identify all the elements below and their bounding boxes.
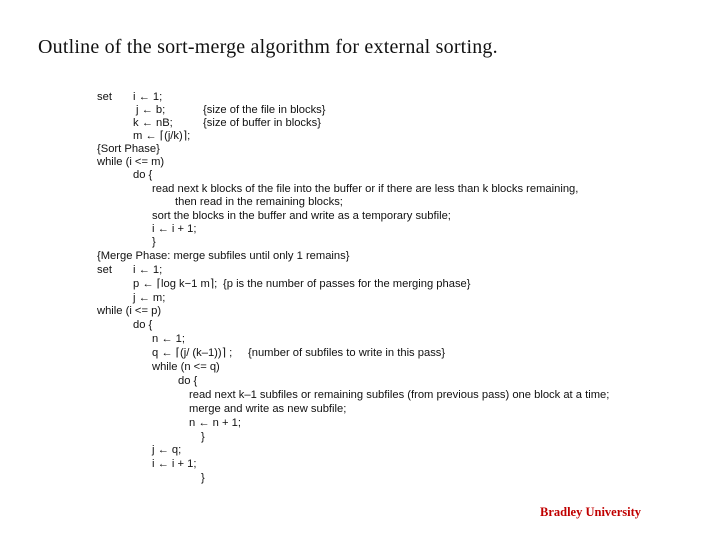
code-inner-increment: n ← n + 1; xyxy=(189,417,241,429)
page-title: Outline of the sort-merge algorithm for external sorting. xyxy=(38,36,498,58)
code-merge-init-i: i ← 1; xyxy=(133,264,163,276)
code-merge-phase-label: {Merge Phase: merge subfiles until only 1 remains} xyxy=(97,250,350,262)
code-inner-close: } xyxy=(201,431,205,443)
code-sort-body-line: read next k blocks of the file into the buffer or if there are less than k blocks remaining, xyxy=(152,183,579,195)
code-line-init-m: m ← ⌈(j/k)⌉; xyxy=(133,130,191,142)
code-merge-close: } xyxy=(201,472,205,484)
code-merge-n-init: n ← 1; xyxy=(152,333,185,345)
code-set-keyword: set xyxy=(97,91,112,103)
code-inner-while: while (n <= q) xyxy=(152,361,220,373)
code-sort-do: do { xyxy=(133,169,153,181)
code-merge-init-p: p ← ⌈log k−1 m⌉; xyxy=(133,278,218,290)
code-merge-j-assign: j ← q; xyxy=(152,444,182,456)
code-merge-init-j: j ← m; xyxy=(133,292,166,304)
code-line-init-k: k ← nB; xyxy=(133,117,173,129)
code-sort-body-line: then read in the remaining blocks; xyxy=(175,196,343,208)
code-comment-buffer-size: {size of buffer in blocks} xyxy=(203,117,321,129)
code-merge-while: while (i <= p) xyxy=(97,305,162,317)
code-merge-do: do { xyxy=(133,319,153,331)
code-inner-read: read next k–1 subfiles or remaining subfiles (from previous pass) one block at a time; xyxy=(189,389,610,401)
code-merge-i-increment: i ← i + 1; xyxy=(152,458,197,470)
code-sort-close: } xyxy=(152,236,156,248)
code-sort-while: while (i <= m) xyxy=(97,156,165,168)
code-merge-q-assign: q ← ⌈(j/ (k–1))⌉ ; xyxy=(152,347,233,359)
code-comment-passes: {p is the number of passes for the merging phase} xyxy=(223,278,471,290)
code-merge-set-keyword: set xyxy=(97,264,112,276)
code-inner-merge: merge and write as new subfile; xyxy=(189,403,347,415)
code-line-init-i: i ← 1; xyxy=(133,91,163,103)
code-comment-subfiles: {number of subfiles to write in this pass} xyxy=(248,347,446,359)
code-sort-body-line: sort the blocks in the buffer and write as a temporary subfile; xyxy=(152,210,451,222)
code-sort-body-line: i ← i + 1; xyxy=(152,223,197,235)
footer-university-label: Bradley University xyxy=(540,505,642,519)
code-sort-phase-label: {Sort Phase} xyxy=(97,143,160,155)
code-comment-file-size: {size of the file in blocks} xyxy=(203,104,326,116)
code-inner-do: do { xyxy=(178,375,198,387)
code-line-init-j: j ← b; xyxy=(136,104,166,116)
